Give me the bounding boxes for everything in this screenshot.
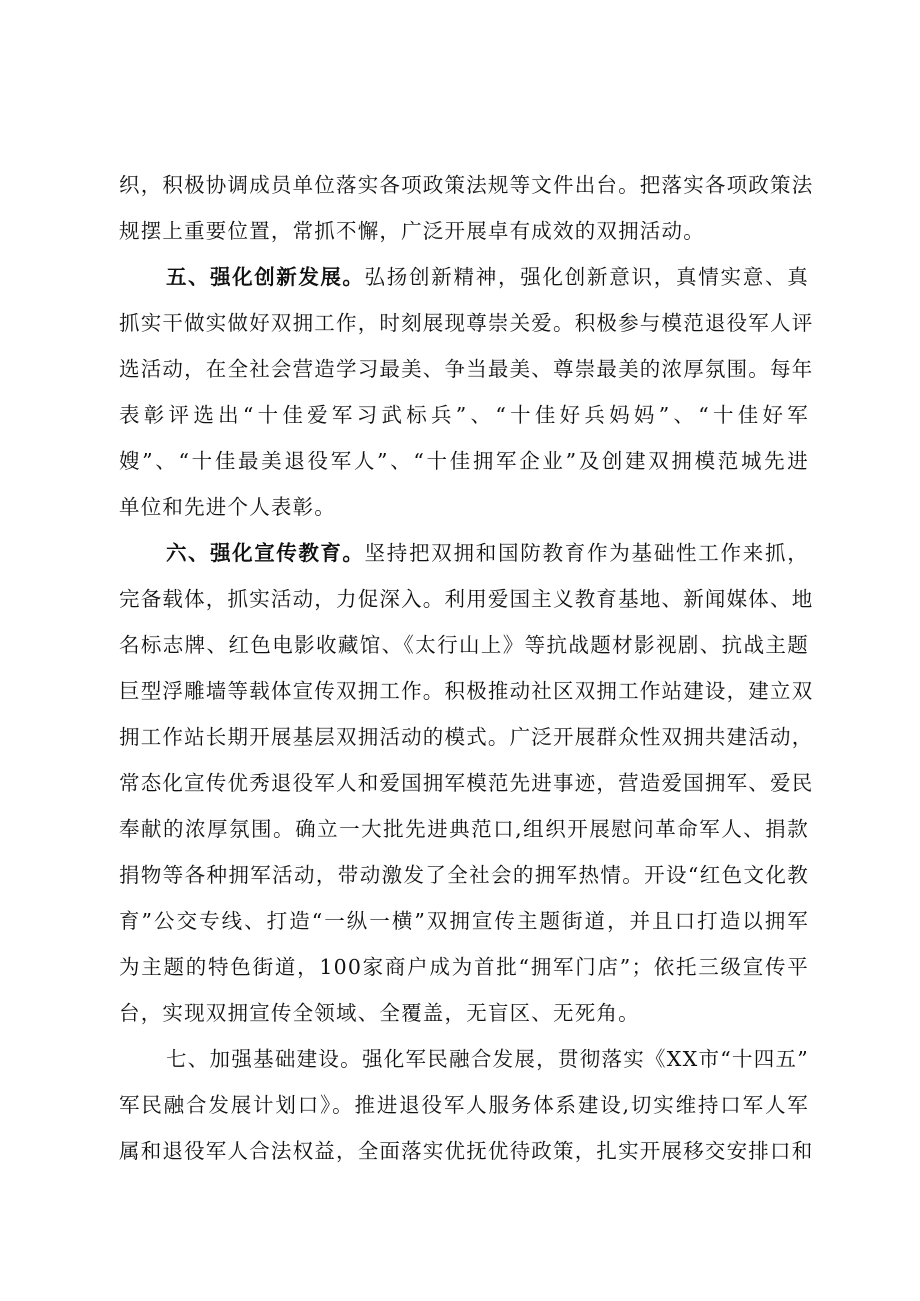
paragraph-line: 为主题的特色街道，100家商户成为首批“拥军门店”；依托三级宣传平 bbox=[119, 955, 809, 979]
paragraph-line: 常态化宣传优秀退役军人和爱国拥军模范先进事迹，营造爱国拥军、爱民 bbox=[119, 771, 814, 795]
section-5-heading: 五、强化创新发展。 bbox=[166, 265, 365, 289]
paragraph-line: 织，积极协调成员单位落实各项政策法规等文件出台。把落实各项政策法 bbox=[119, 173, 814, 197]
paragraph-line: 巨型浮雕墙等载体宣传双拥工作。积极推动社区双拥工作站建设，建立双 bbox=[119, 679, 814, 703]
paragraph-line: 育”公交专线、打造“一纵一横”双拥宣传主题街道，并且口打造以拥军 bbox=[119, 909, 809, 933]
paragraph-line: 抓实干做实做好双拥工作，时刻展现尊崇关爱。积极参与模范退役军人评 bbox=[119, 311, 814, 335]
paragraph-line: 名标志牌、红色电影收藏馆、《太行山上》等抗战题材影视剧、抗战主题 bbox=[119, 633, 809, 657]
section-6-heading: 六、强化宣传教育。 bbox=[166, 541, 365, 565]
paragraph-line: 规摆上重要位置，常抓不懈，广泛开展卓有成效的双拥活动。 bbox=[119, 219, 705, 243]
paragraph-line: 奉献的浓厚氛围。确立一大批先进典范口,组织开展慰问革命军人、捐款 bbox=[119, 817, 809, 841]
section-7-first-line-text: 强化军民融合发展，贯彻落实《XX市“十四五” bbox=[361, 1047, 809, 1071]
section-7-heading: 七、加强基础建设。 bbox=[166, 1047, 362, 1071]
paragraph-line: 军民融合发展计划口》。推进退役军人服务体系建设,切实维持口军人军 bbox=[119, 1093, 809, 1117]
paragraph-line: 选活动，在全社会营造学习最美、争当最美、尊崇最美的浓厚氛围。每年 bbox=[119, 357, 814, 381]
paragraph-line: 表彰评选出“十佳爱军习武标兵”、“十佳好兵妈妈”、“十佳好军 bbox=[119, 403, 809, 427]
paragraph-line: 台，实现双拥宣传全领域、全覆盖，无盲区、无死角。 bbox=[119, 1001, 640, 1025]
section-6-first-line bbox=[166, 533, 809, 573]
paragraph-line: 单位和先进个人表彰。 bbox=[119, 495, 336, 519]
paragraph-line: 属和退役军人合法权益，全面落实优抚优待政策，扎实开展移交安排口和 bbox=[119, 1139, 814, 1163]
section-7-first-line bbox=[166, 1039, 809, 1079]
paragraph-line: 捐物等各种拥军活动，带动激发了全社会的拥军热情。开设“红色文化教 bbox=[119, 863, 809, 887]
paragraph-line: 嫂”、“十佳最美退役军人”、“十佳拥军企业”及创建双拥模范城先进 bbox=[119, 449, 809, 473]
paragraph-line: 完备载体，抓实活动，力促深入。利用爱国主义教育基地、新闻媒体、地 bbox=[119, 587, 814, 611]
section-5-first-line-text: 弘扬创新精神，强化创新意识，真情实意、真 bbox=[364, 265, 810, 289]
paragraph-line: 拥工作站长期开展基层双拥活动的模式。广泛开展群众性双拥共建活动， bbox=[119, 725, 814, 749]
section-5-first-line bbox=[166, 257, 809, 297]
section-6-first-line-text: 坚持把双拥和国防教育作为基础性工作来抓， bbox=[364, 541, 810, 565]
